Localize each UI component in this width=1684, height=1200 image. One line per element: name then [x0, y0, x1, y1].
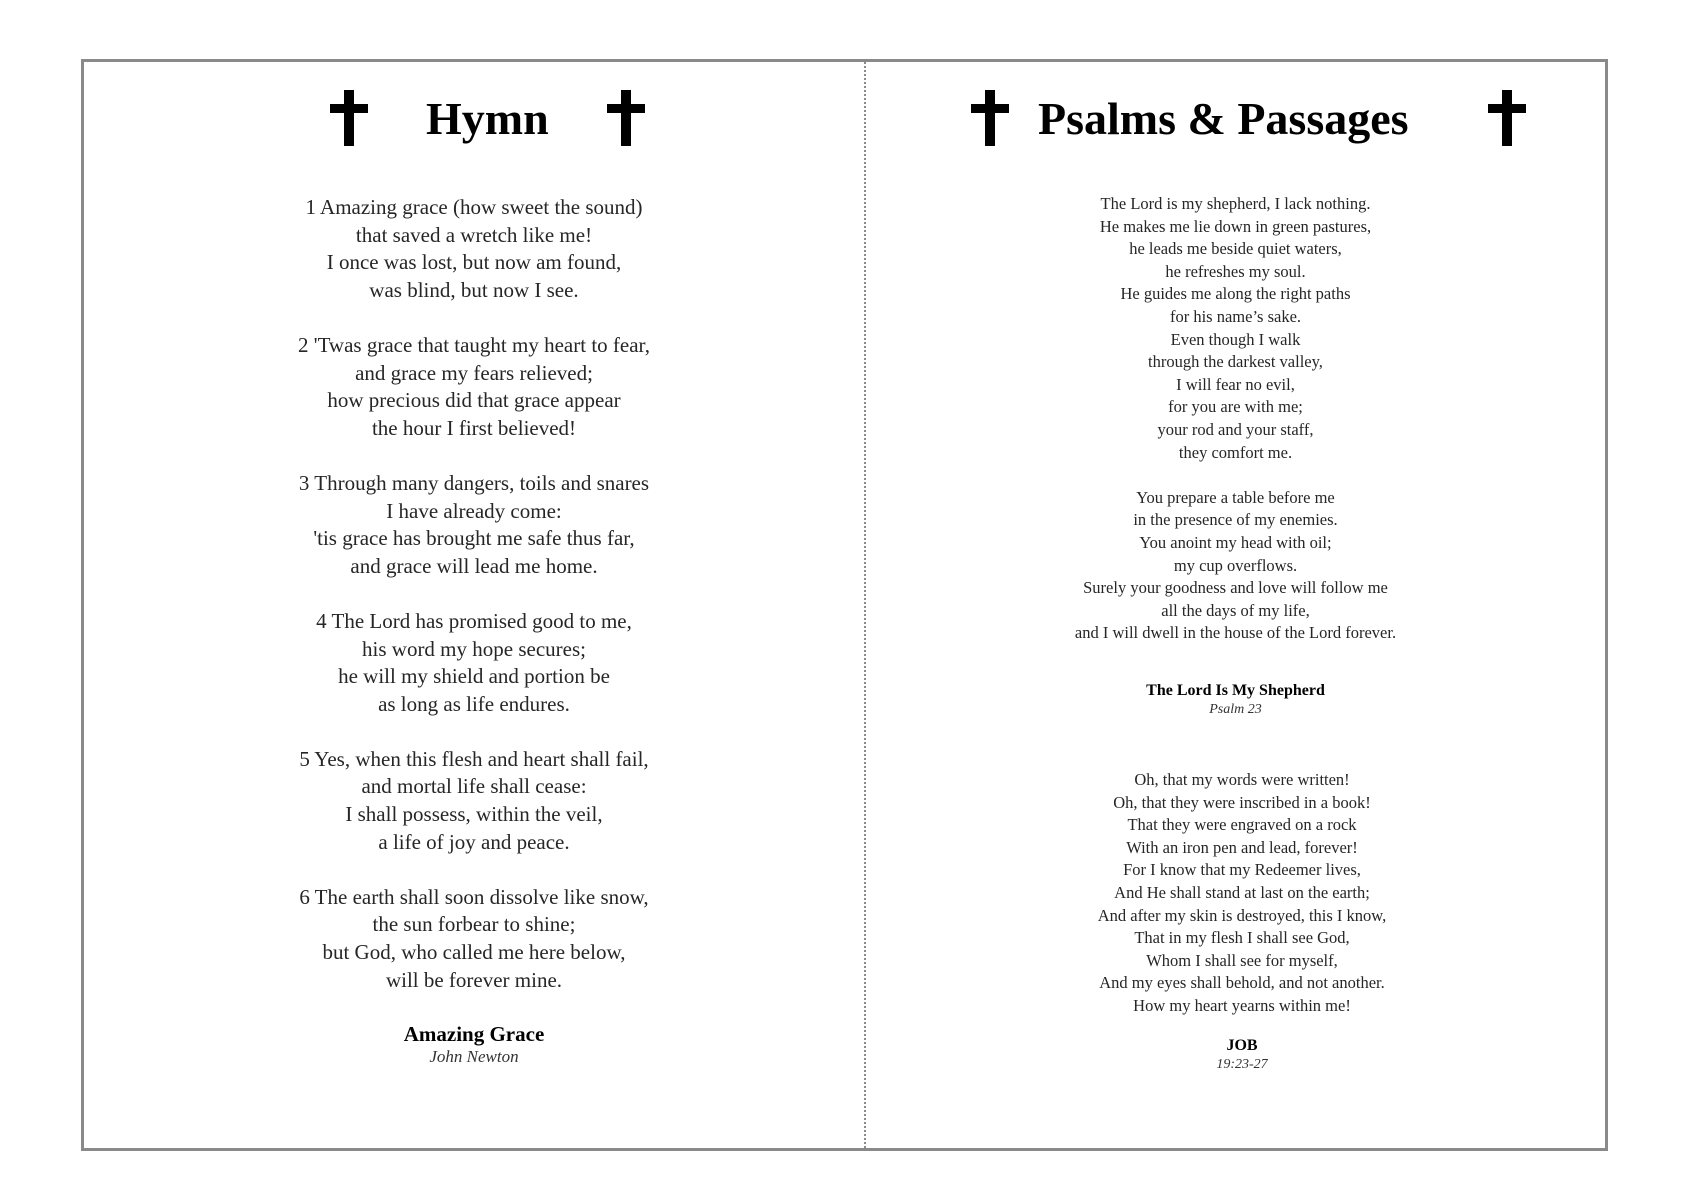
verse-line: And my eyes shall behold, and not another. [1099, 973, 1385, 993]
verse-line: the sun forbear to shine; [372, 912, 576, 937]
verse-line: 'tis grace has brought me safe thus far, [313, 526, 635, 551]
verse-line: he will my shield and portion be [338, 664, 610, 689]
verse-line: 5 Yes, when this flesh and heart shall fail, [299, 746, 649, 771]
verse-line: 6 The earth shall soon dissolve like snow, [299, 884, 649, 909]
cross-icon [971, 90, 1009, 146]
hymn-page [84, 62, 864, 1148]
verse-line: he leads me beside quiet waters, [1129, 239, 1342, 259]
verse-line: You anoint my head with oil; [1139, 532, 1332, 552]
hymn-stanza [84, 884, 864, 994]
verse-line: for you are with me; [1168, 397, 1303, 417]
psalm-credit-ref: Psalm 23 [1209, 702, 1262, 717]
verse-line: You prepare a table before me [1136, 487, 1335, 507]
hymn-stanza [84, 608, 864, 718]
psalm-23-text [866, 193, 1605, 645]
verse-line: 4 The Lord has promised good to me, [316, 608, 632, 633]
verse-line: how precious did that grace appear [327, 388, 621, 413]
psalm-paragraph [866, 487, 1605, 645]
verse-line: as long as life endures. [378, 691, 570, 716]
verse-line: He makes me lie down in green pastures, [1099, 216, 1372, 236]
verse-line: was blind, but now I see. [369, 277, 579, 302]
verse-line: in the presence of my enemies. [1133, 510, 1338, 530]
verse-line: will be forever mine. [385, 967, 563, 992]
verse-line: For I know that my Redeemer lives, [1123, 860, 1361, 880]
verse-line: they comfort me. [1178, 442, 1293, 462]
verse-line: I once was lost, but now am found, [326, 250, 622, 275]
verse-line: and I will dwell in the house of the Lord forever. [1074, 623, 1397, 643]
verse-line: Oh, that they were inscribed in a book! [1113, 792, 1371, 812]
verse-line: And after my skin is destroyed, this I know, [1097, 905, 1387, 925]
job-credit [866, 1036, 1618, 1074]
verse-line: a life of joy and peace. [378, 829, 570, 854]
verse-line: Oh, that my words were written! [1134, 770, 1350, 789]
psalm-paragraph [866, 193, 1605, 464]
verse-line: I shall possess, within the veil, [345, 802, 603, 827]
psalms-header [866, 90, 1605, 160]
hymn-credit-title: Amazing Grace [403, 1022, 545, 1046]
verse-line: through the darkest valley, [1148, 352, 1323, 372]
hymn-stanza [84, 746, 864, 856]
verse-line: Even though I walk [1170, 329, 1301, 349]
verse-line: That they were engraved on a rock [1127, 815, 1357, 835]
verse-line: my cup overflows. [1173, 555, 1298, 575]
verse-line: And He shall stand at last on the earth; [1114, 882, 1370, 902]
verse-line: I have already come: [386, 498, 562, 523]
verse-line: all the days of my life, [1161, 600, 1310, 620]
psalms-page [866, 62, 1605, 1148]
page-title: Hymn [426, 93, 549, 144]
page-title: Psalms & Passages [1038, 93, 1409, 144]
verse-line: and mortal life shall cease: [361, 774, 587, 799]
hymn-credit [84, 1022, 864, 1067]
verse-line: that saved a wretch like me! [355, 222, 593, 247]
hymn-lyrics [84, 194, 864, 994]
verse-line: The Lord is my shepherd, I lack nothing. [1100, 194, 1371, 213]
hymn-header [84, 90, 864, 160]
verse-line: 2 'Twas grace that taught my heart to fear, [298, 332, 650, 357]
hymn-stanza [84, 332, 864, 442]
verse-line: Surely your goodness and love will follow me [1083, 578, 1388, 598]
psalm-credit-title: The Lord Is My Shepherd [1146, 682, 1325, 699]
cross-icon [330, 90, 368, 146]
verse-line: That in my flesh I shall see God, [1134, 928, 1350, 948]
verse-line: the hour I first believed! [371, 415, 577, 440]
hymn-stanza [84, 194, 864, 304]
verse-line: his word my hope secures; [362, 636, 586, 661]
hymn-stanza [84, 470, 864, 580]
verse-line: but God, who called me here below, [322, 940, 626, 965]
verse-line: I will fear no evil, [1176, 374, 1295, 394]
verse-line: 3 Through many dangers, toils and snares [298, 470, 650, 495]
cross-icon [1488, 90, 1526, 146]
verse-line: for his name’s sake. [1169, 306, 1302, 326]
verse-line: 1 Amazing grace (how sweet the sound) [305, 195, 643, 219]
verse-line: your rod and your staff, [1157, 419, 1314, 439]
hymn-credit-author: John Newton [429, 1047, 519, 1066]
program-spread [81, 59, 1608, 1151]
psalm-credit [866, 681, 1605, 719]
verse-line: With an iron pen and lead, forever! [1126, 837, 1358, 857]
verse-line: He guides me along the right paths [1120, 284, 1351, 304]
job-credit-ref: 19:23-27 [1216, 1057, 1268, 1072]
verse-line: and grace my fears relieved; [355, 360, 593, 385]
job-passage-text [866, 769, 1618, 1018]
verse-line: he refreshes my soul. [1165, 261, 1306, 281]
verse-line: and grace will lead me home. [350, 553, 598, 578]
job-credit-title: JOB [1226, 1037, 1258, 1054]
verse-line: Whom I shall see for myself, [1146, 950, 1338, 970]
cross-icon [607, 90, 645, 146]
verse-line: How my heart yearns within me! [1133, 995, 1351, 1015]
